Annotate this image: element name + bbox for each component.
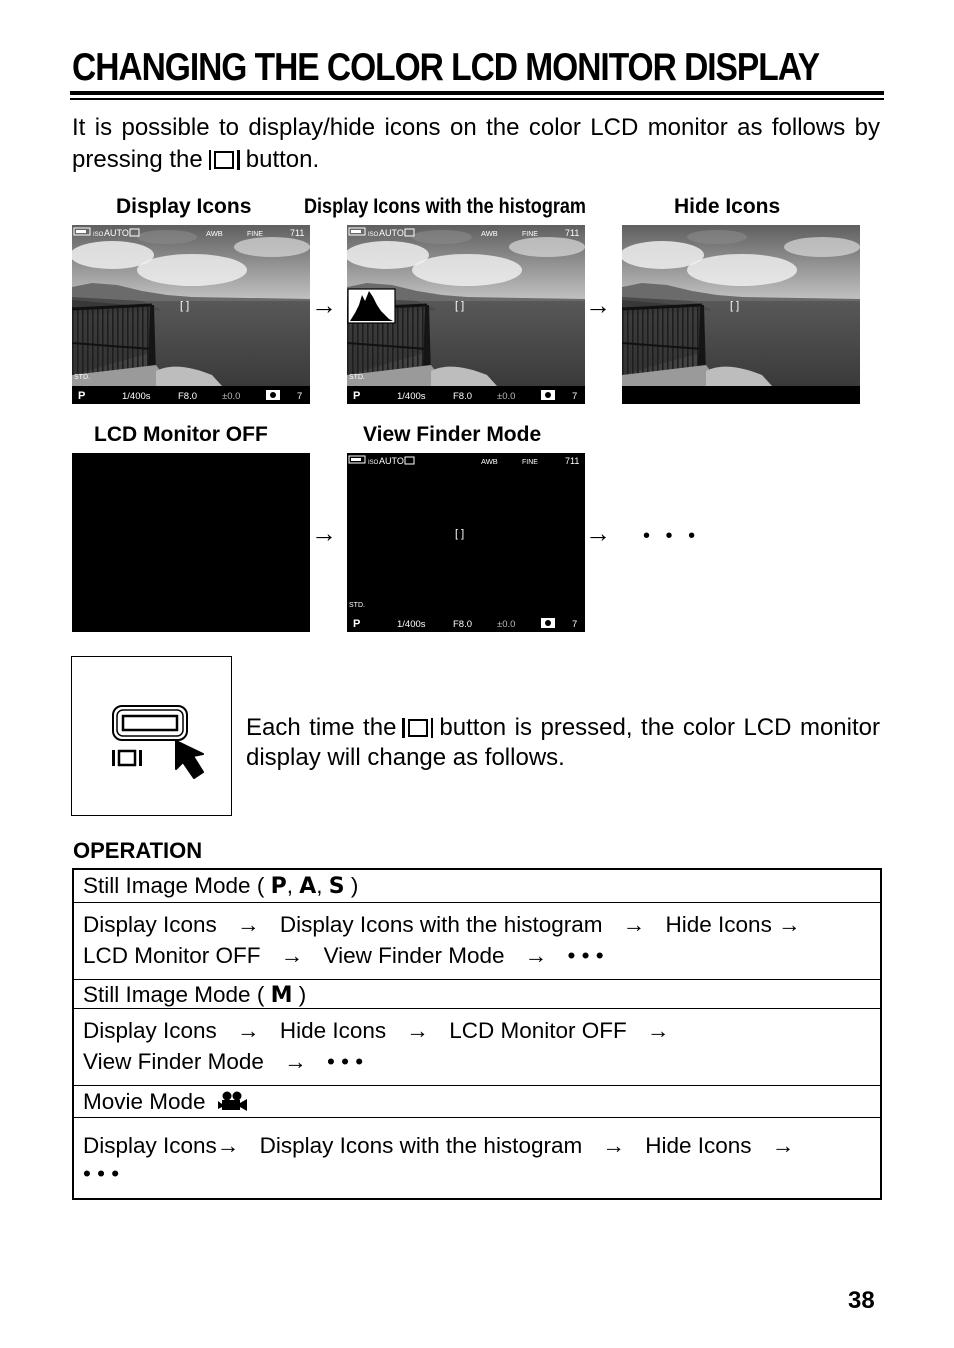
page-number: 38 [848,1287,875,1314]
arrow-icon: → [585,518,611,548]
ellipsis-dots: • • • [567,943,604,968]
arrow-icon: → [280,943,304,968]
each-time-paragraph: Each time the button is pressed, the color LCD monitor display will change as follows. [246,714,880,771]
caption-hide-icons: Hide Icons [674,195,781,218]
overlay-mode: P [78,390,86,402]
caption-display-icons-histogram: Display Icons with the histogram [304,195,586,218]
arrow-icon: → [771,1133,795,1158]
ellipsis-dots: • • • [643,525,701,547]
overlay-count: 711 [565,456,580,466]
table-row-m-sequence: Display Icons → Hide Icons → LCD Monitor OFF → View Finder Mode → • • • [74,1009,880,1086]
overlay-mode: P [353,390,361,402]
caption-display-icons: Display Icons [116,195,252,218]
overlay-auto: AUTO [379,228,404,238]
display-button-icon [402,718,433,738]
operation-heading: OPERATION [73,838,203,863]
table-row-movie-sequence: Display Icons→ Display Icons with the histogram → Hide Icons → • • • [83,1133,795,1186]
mode-p-icon: P [270,874,287,899]
table-row-movie-header: Movie Mode [74,1086,880,1118]
ellipsis-dots: • • • [326,1049,364,1074]
title-rule-thin [70,98,884,100]
overlay-extra: 7 [297,391,303,402]
ellipsis-dots: • • • [83,1161,120,1186]
overlay-shutter: 1/400s [397,391,426,402]
overlay-aperture: F8.0 [453,391,473,402]
screen-hide-icons [622,225,860,404]
arrow-icon: → [622,912,646,937]
overlay-style: STD. [74,374,90,381]
overlay-style: STD. [349,602,365,609]
overlay-awb: AWB [481,457,498,466]
overlay-awb: AWB [206,229,223,238]
overlay-fine: FINE [522,231,538,238]
operation-table [72,868,882,1200]
display-button-icon [209,150,240,170]
movie-camera-icon [218,1090,248,1112]
arrow-icon: → [778,912,801,937]
arrow-icon: → [602,1133,625,1158]
focus-bracket: [ ] [730,300,740,312]
overlay-style: STD. [349,374,365,381]
display-button-icon [112,750,142,766]
overlay-shutter: 1/400s [122,391,151,402]
overlay-count: 711 [565,228,580,238]
table-row-m-header: Still Image Mode ( M ) [74,980,880,1009]
title-rule-thick [70,91,884,95]
overlay-awb: AWB [481,229,498,238]
arrow-icon: → [524,943,548,968]
arrow-icon: → [311,518,337,548]
screen-display-icons-histogram [347,225,585,404]
table-row-pas-sequence: Display Icons → Display Icons with the histogram → Hide Icons → LCD Monitor OFF → View Finder Mode → • • • [74,903,880,980]
overlay-shutter: 1/400s [397,619,426,630]
button-illustration [71,656,232,816]
screen-view-finder-mode [347,453,585,632]
camera-button-icon [113,706,187,740]
focus-bracket: [ ] [180,300,190,312]
intro-paragraph: It is possible to display/hide icons on the color LCD monitor as follows by pressing the button. [72,114,880,173]
arrow-icon: → [237,1018,260,1043]
mode-m-icon: M [270,983,293,1008]
overlay-extra: 7 [572,391,578,402]
overlay-iso: ISO [93,232,104,238]
overlay-aperture: F8.0 [453,619,473,630]
arrow-icon: → [585,290,611,320]
arrow-icon: → [311,290,337,320]
mode-s-icon: S [328,874,345,899]
screen-lcd-monitor-off [72,453,310,632]
focus-bracket: [ ] [455,300,465,312]
caption-lcd-monitor-off: LCD Monitor OFF [94,423,268,446]
overlay-auto: AUTO [104,228,129,238]
arrow-icon: → [237,912,260,937]
page-title: CHANGING THE COLOR LCD MONITOR DISPLAY [72,46,820,89]
overlay-count: 711 [290,228,305,238]
histogram-panel [348,289,395,323]
overlay-fine: FINE [522,459,538,466]
overlay-aperture: F8.0 [178,391,198,402]
overlay-exposure: ±0.0 [222,391,241,402]
caption-view-finder-mode: View Finder Mode [363,423,542,446]
overlay-fine: FINE [247,231,263,238]
screen-display-icons [72,225,310,404]
overlay-mode: P [353,618,361,630]
focus-bracket: [ ] [455,528,465,540]
arrow-icon: → [216,1133,240,1158]
overlay-extra: 7 [572,619,578,630]
overlay-iso: ISO [368,460,379,466]
pointer-hand-icon [176,741,203,778]
mode-a-icon: A [299,874,317,899]
overlay-exposure: ±0.0 [497,391,516,402]
arrow-icon: → [646,1018,670,1043]
overlay-auto: AUTO [379,456,404,466]
arrow-icon: → [406,1018,429,1043]
overlay-iso: ISO [368,232,379,238]
table-row-pas-header: Still Image Mode ( P, A, S ) [74,870,880,903]
overlay-exposure: ±0.0 [497,619,516,630]
arrow-icon: → [284,1049,307,1074]
